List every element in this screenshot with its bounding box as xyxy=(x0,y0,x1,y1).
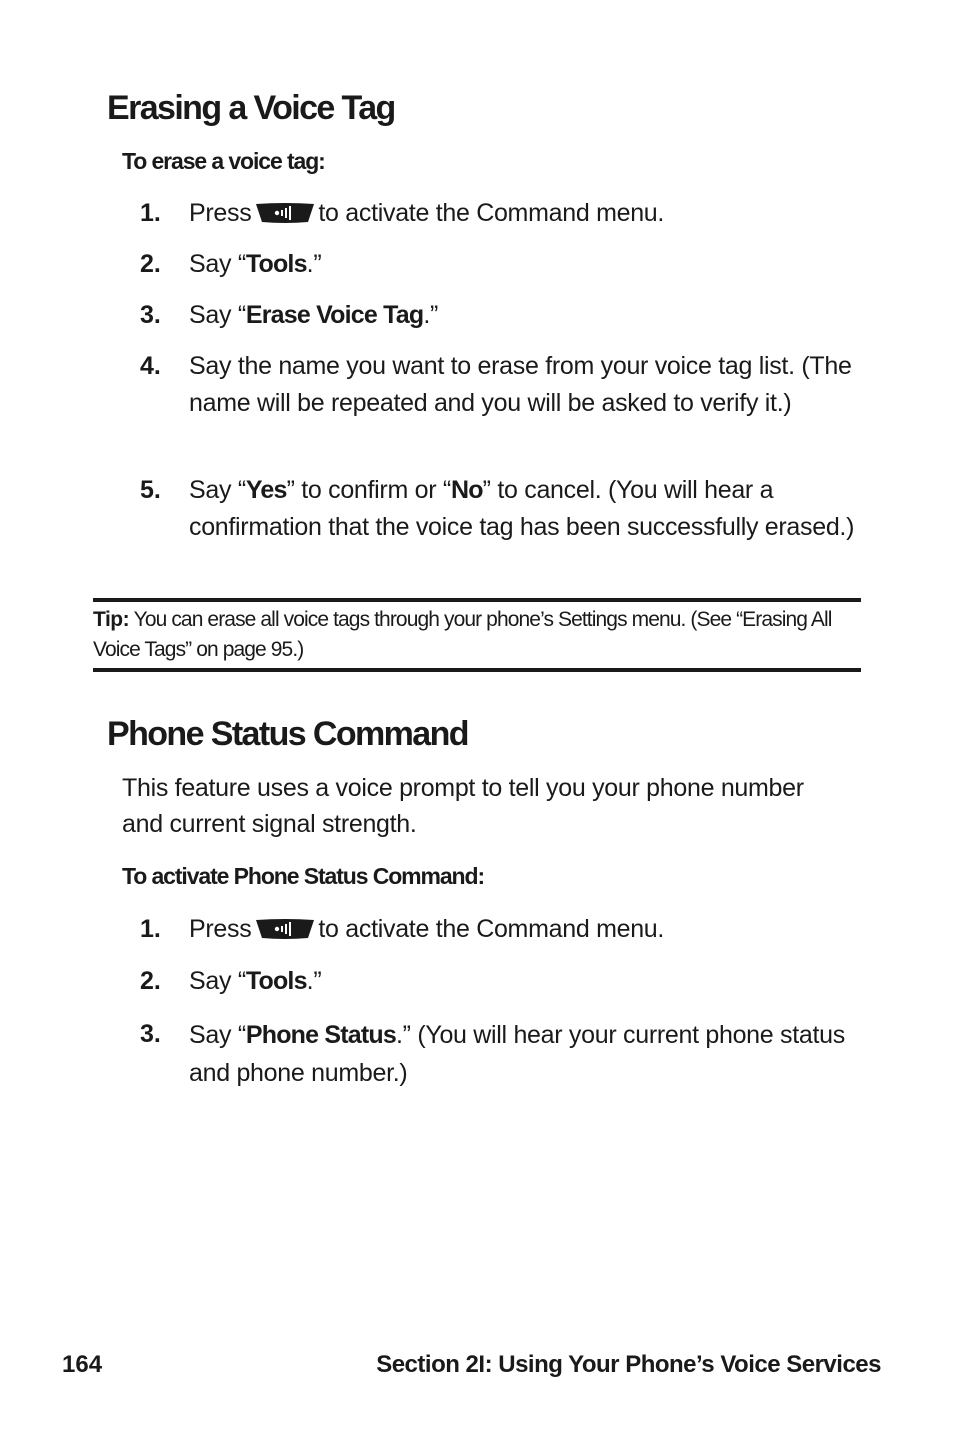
step-text xyxy=(189,911,859,948)
step-number: 5. xyxy=(140,476,161,504)
section-title-erasing-voice-tag: Erasing a Voice Tag xyxy=(107,89,395,127)
command-word-yes: Yes xyxy=(245,476,287,504)
step-number: 1. xyxy=(140,915,161,943)
page-number: 164 xyxy=(62,1351,103,1378)
voice-command-key-icon xyxy=(255,918,315,940)
command-word: Erase Voice Tag xyxy=(245,301,424,329)
step-text-end: ” to cancel. (You will hear a confirmation that the voice tag has been successfully erased.) xyxy=(189,476,855,541)
step-text-end: .” xyxy=(306,250,322,278)
tip-label: Tip: xyxy=(93,608,130,631)
tip-text xyxy=(93,605,861,665)
command-word: Tools xyxy=(245,250,307,278)
command-word: Phone Status xyxy=(245,1021,397,1049)
step-text xyxy=(189,246,859,283)
command-word: Tools xyxy=(245,967,307,995)
step-number: 3. xyxy=(140,1020,161,1048)
command-word-no: No xyxy=(450,476,483,504)
step-number: 1. xyxy=(140,199,161,227)
step-text: Say the name you want to erase from your voice tag list. (The name will be repeated and you will be asked to verify it.) xyxy=(189,352,852,417)
step-number: 3. xyxy=(140,301,161,329)
step-number: 2. xyxy=(140,967,161,995)
step-text xyxy=(189,1016,859,1092)
section-title-phone-status-command: Phone Status Command xyxy=(107,715,468,753)
footer-section-title: Section 2I: Using Your Phone’s Voice Services xyxy=(376,1351,881,1378)
step-text-middle: ” to confirm or “ xyxy=(286,476,451,504)
step-text xyxy=(189,297,859,334)
subhead-activate-phone-status: To activate Phone Status Command: xyxy=(122,863,485,889)
step-number: 4. xyxy=(140,352,161,380)
step-text xyxy=(189,472,859,545)
intro-paragraph: This feature uses a voice prompt to tell you your phone number and current signal strength. xyxy=(122,774,804,838)
step-text xyxy=(189,195,859,232)
step-text-start: Say “ xyxy=(189,1021,246,1049)
step-text-start: Press xyxy=(189,915,252,943)
step-text-end: .” (You will hear your current phone status and phone number.) xyxy=(189,1021,845,1087)
voice-command-key-icon xyxy=(255,202,315,224)
step-text-end: .” xyxy=(423,301,438,329)
step-number: 2. xyxy=(140,250,161,278)
tip-body: You can erase all voice tags through your phone’s Settings menu. (See “Erasing All Voice Tags” on page 95.) xyxy=(93,608,832,661)
tip-box xyxy=(93,598,861,672)
subhead-erase-voice-tag: To erase a voice tag: xyxy=(122,148,325,174)
step-text-start: Say “ xyxy=(189,476,246,504)
step-text-end: to activate the Command menu. xyxy=(318,199,665,227)
step-text-end: to activate the Command menu. xyxy=(318,915,665,943)
step-text-end: .” xyxy=(306,967,322,995)
step-text-start: Say “ xyxy=(189,250,246,278)
step-text-start: Say “ xyxy=(189,301,246,329)
step-text-start: Press xyxy=(189,199,252,227)
step-text-start: Say “ xyxy=(189,967,246,995)
step-text xyxy=(189,963,859,1000)
